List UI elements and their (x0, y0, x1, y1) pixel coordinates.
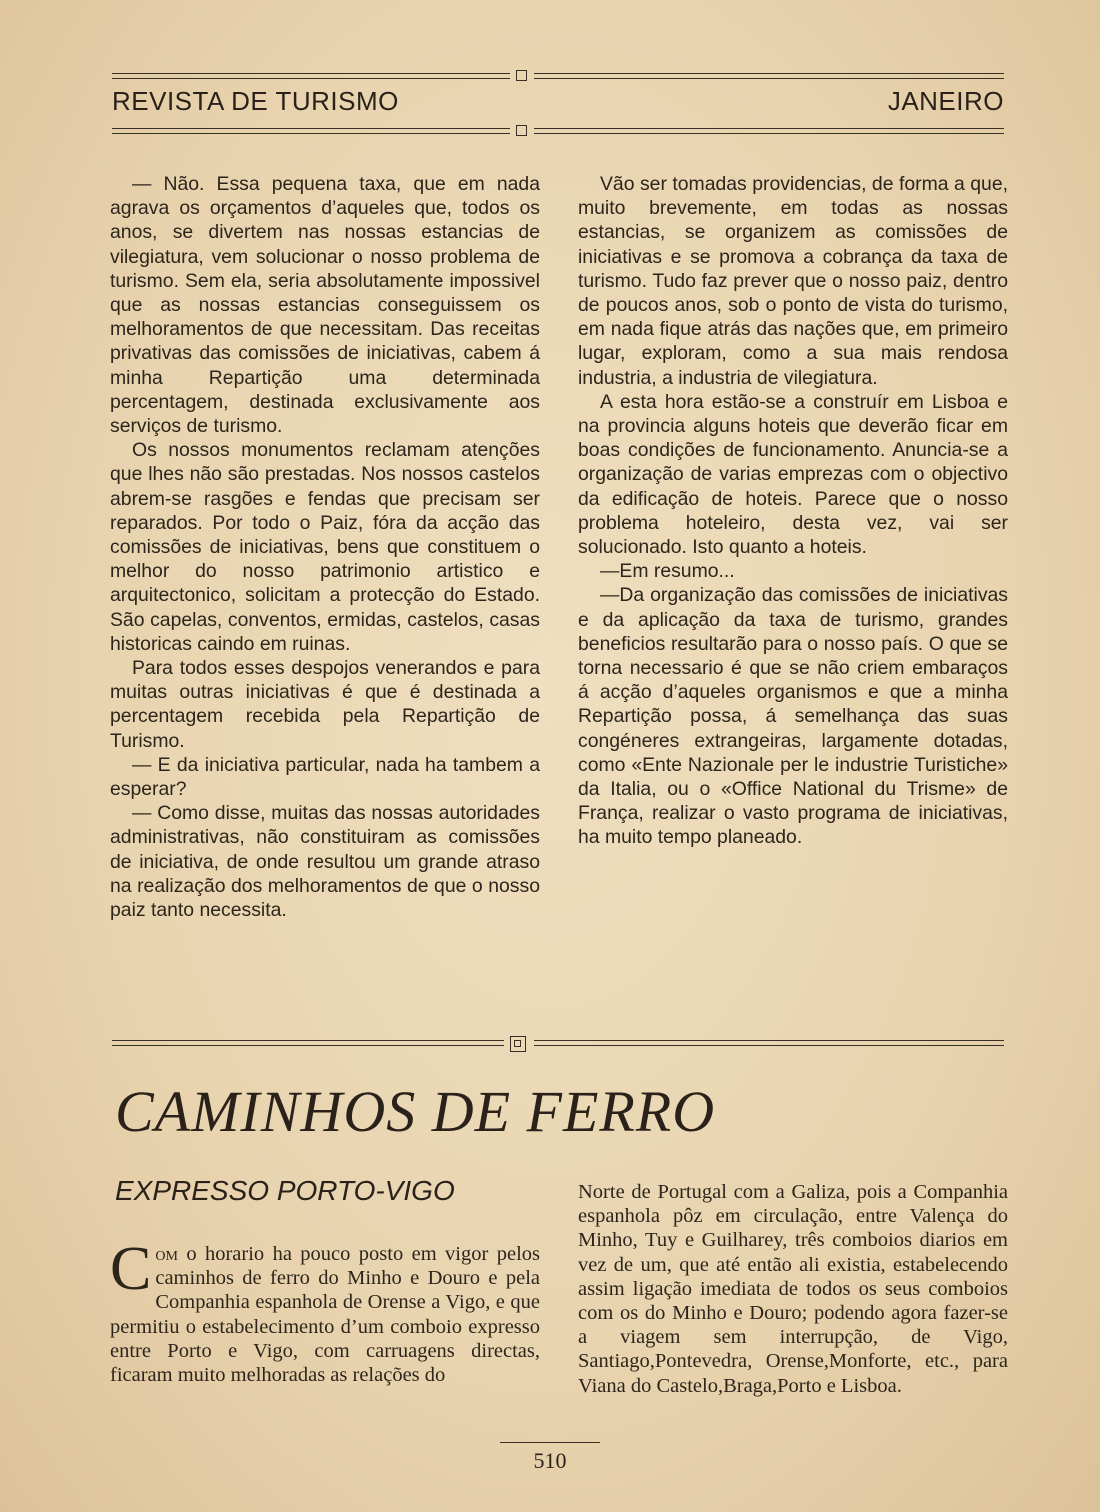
paragraph: A esta hora estão-se a construír em Lisboa e na provincia alguns hoteis que deverão ficar em boas condições de funcionamento. Anuncia-se a organização de varias emprezas com o objectivo da edificação de hoteis. Parece que o nosso problema hoteleiro, desta vez, vai ser solucionado. Isto quanto a hoteis. (578, 390, 1008, 559)
header-bottom-ornament (516, 125, 527, 136)
article-right-column (578, 172, 1008, 850)
paragraph: Vão ser tomadas providencias, de forma a que, muito brevemente, em todas as nossas estancias, se organizem as comissões de iniciativas e se promova a cobrança da taxa de turismo. Tudo faz prever que o nosso paiz, dentro de poucos anos, sob o ponto de vista do turismo, em nada fique atrás das nações que, em primeiro lugar, exploram, como a sua mais rendosa industria, a industria de vilegiatura. (578, 173, 1008, 389)
paragraph: —Em resumo... (600, 560, 735, 583)
header-bottom-rule-right (534, 128, 1004, 134)
paragraph: Para todos esses despojos venerandos e para muitas outras iniciativas é que é destinada a percentagem recebida pela Repartição de Turismo. (110, 657, 540, 752)
header-magazine-title: REVISTA DE TURISMO (112, 86, 399, 116)
article2-right-column (578, 1180, 1008, 1398)
section-divider-ornament (510, 1036, 526, 1052)
section-title: CAMINHOS DE FERRO (115, 1079, 716, 1144)
paragraph (110, 1235, 540, 1387)
paragraph: —Da organização das comissões de iniciativas e da aplicação da taxa de turismo, grandes beneficios resultarão para o nosso país. O que se torna necessario é que se não criem embaraços á acção d’aqueles organismos e que a minha Repartição possa, á semelhança das suas congéneres extrangeiras, largamente dotadas, como «Ente Nazionale per le industrie Turistiche» da Italia, ou o «Office National du Trisme» de França, realizar o vasto programa de iniciativas, ha muito tempo planeado. (578, 584, 1008, 849)
article-subtitle: EXPRESSO PORTO-VIGO (115, 1175, 455, 1206)
article2-left-column (110, 1235, 540, 1387)
drop-cap: C (110, 1235, 152, 1303)
paragraph: Norte de Portugal com a Galiza, pois a Companhia espanhola pôz em circulação, entre Valença do Minho, Tuy e Guilharey, três comboios diarios em vez de um, que até então ali existia, estabelecendo assim ligação imediata de todos os seus comboios com os do Minho e Douro; podendo agora fazer-se a viagem sem interrupção, de Vigo, Santiago,Pontevedra, Orense,Monforte, etc., para Viana do Castelo,Braga,Porto e Lisboa. (578, 1181, 1008, 1397)
section-divider-left (112, 1040, 504, 1046)
paragraph-text: o horario ha pouco posto em vigor pelos caminhos de ferro do Minho e Douro e pela Companhia espanhola de Orense a Vigo, e que permitiu o estabelecimento d’um comboio expresso entre Porto e Vigo, com carruagens directas, ficaram muito melhoradas as relações do (110, 1243, 540, 1387)
header-bottom-rule-left (112, 128, 510, 134)
header-month: JANEIRO (887, 86, 1004, 116)
paragraph: Os nossos monumentos reclamam atenções que lhes não são prestadas. Nos nossos castelos abrem-se rasgões e fendas que precisam ser reparados. Por todo o Paiz, fóra da acção das comissões de iniciativas, bens que constituem o melhor do nosso patrimonio artistico e arquitectonico, solicitam a protecção do Estado. São capelas, conventos, ermidas, castelos, casas historicas caindo em ruinas. (110, 439, 540, 655)
paragraph: — E da iniciativa particular, nada ha tambem a esperar? (110, 753, 540, 801)
page-number-rule (500, 1442, 600, 1443)
paragraph: — Como disse, muitas das nossas autoridades administrativas, não constituiram as comissões de iniciativa, de onde resultou um grande atraso na realização dos melhoramentos de que o nosso paiz tanto necessita. (110, 802, 540, 922)
header-top-ornament (516, 70, 527, 81)
header-top-rule-left (112, 73, 510, 79)
paragraph: — Não. Essa pequena taxa, que em nada agrava os orçamentos d’aqueles que, todos os anos, se divertem nas nossas estancias de vilegiatura, vem solucionar o nosso problema de turismo. Sem ela, seria absolutamente impossivel que as nossas estancias conseguissem os melhoramentos de que necessitam. Das receitas privativas das comissões de iniciativas, cabem á minha Repartição uma determinada percentagem, destinada exclusivamente aos serviços de turismo. (110, 173, 540, 438)
article-left-column (110, 172, 540, 922)
first-word-rest: om (155, 1243, 178, 1265)
section-divider-right (534, 1040, 1004, 1046)
header-top-rule-right (534, 73, 1004, 79)
page-number: 510 (533, 1448, 567, 1473)
